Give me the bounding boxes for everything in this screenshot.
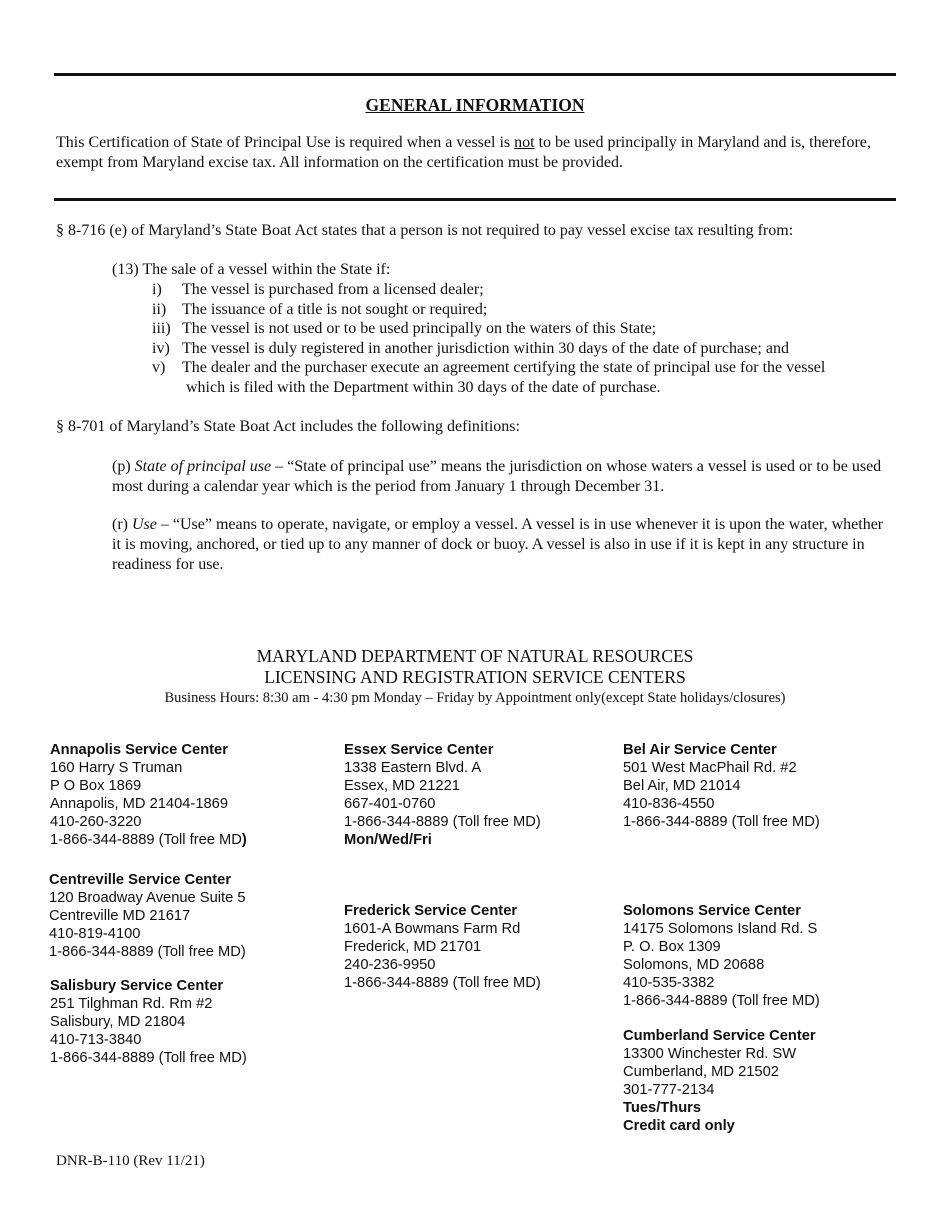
- office-phone: 410-260-3220: [50, 814, 142, 830]
- office-address: 501 West MacPhail Rd. #2: [623, 760, 797, 776]
- office-address: 14175 Solomons Island Rd. S: [623, 921, 818, 937]
- office-phone: 410-713-3840: [50, 1032, 142, 1048]
- office-city: Solomons, MD 20688: [623, 957, 765, 973]
- office-name: Solomons Service Center: [623, 903, 801, 919]
- intro-paragraph: [56, 133, 896, 173]
- office-pobox: P O Box 1869: [50, 778, 142, 794]
- condition-number: i): [152, 281, 162, 298]
- office-payment-note: Credit card only: [623, 1118, 735, 1134]
- section-701: § 8-701 of Maryland’s State Boat Act includes the following definitions:: [56, 418, 520, 435]
- office-name: Centreville Service Center: [49, 872, 232, 888]
- office-name: Bel Air Service Center: [623, 742, 777, 758]
- office-city: Annapolis, MD 21404-1869: [50, 796, 228, 812]
- office-address: 160 Harry S Truman: [50, 760, 183, 776]
- intro-part1: This Certification of State of Principal Use is required when a vessel is: [56, 134, 515, 151]
- condition-text: The vessel is purchased from a licensed dealer;: [182, 281, 484, 298]
- section-716: § 8-716 (e) of Maryland’s State Boat Act states that a person is not required to pay vessel excise tax resulting from:: [56, 222, 794, 239]
- office-address: 13300 Winchester Rd. SW: [623, 1046, 797, 1062]
- department-name: MARYLAND DEPARTMENT OF NATURAL RESOURCES: [256, 646, 694, 666]
- office-phone: 667-401-0760: [344, 796, 436, 812]
- condition-text: The issuance of a title is not sought or required;: [182, 301, 488, 318]
- office-name: Frederick Service Center: [344, 903, 518, 919]
- condition-number: iii): [152, 320, 171, 337]
- definition-text: – “State of principal use” means the jurisdiction on whose waters a vessel is used or to be used most during a calendar year which is the period from January 1 through December 31.: [112, 458, 882, 495]
- office-cumberland: [623, 1027, 816, 1135]
- condition-text: The vessel is duly registered in another jurisdiction within 30 days of the date of purchase; and: [182, 340, 789, 357]
- office-city: Cumberland, MD 21502: [623, 1064, 779, 1080]
- condition-text: The vessel is not used or to be used principally on the waters of this State;: [182, 320, 657, 337]
- condition-text: The dealer and the purchaser execute an agreement certifying the state of principal use for the vessel: [182, 359, 826, 376]
- office-tollfree: 1-866-344-8889 (Toll free MD): [344, 814, 541, 830]
- office-address: 1601-A Bowmans Farm Rd: [344, 921, 521, 937]
- page-title: GENERAL INFORMATION: [365, 95, 585, 115]
- office-pobox: P. O. Box 1309: [623, 939, 721, 955]
- top-rule: [54, 73, 896, 76]
- department-subtitle: LICENSING AND REGISTRATION SERVICE CENTERS: [264, 667, 686, 687]
- office-phone: 240-236-9950: [344, 957, 436, 973]
- intro-part2: to be used principally in Maryland and is, therefore, exempt from Maryland excise tax. All information on the certification must be provided.: [56, 134, 871, 171]
- office-tollfree: 1-866-344-8889 (Toll free MD): [623, 814, 820, 830]
- office-city: Essex, MD 21221: [344, 778, 460, 794]
- office-phone: 301-777-2134: [623, 1082, 715, 1098]
- office-salisbury: [50, 977, 247, 1067]
- clause-13: (13) The sale of a vessel within the State if:: [112, 261, 391, 278]
- office-city: Bel Air, MD 21014: [623, 778, 741, 794]
- definition-p: [112, 457, 892, 497]
- office-tollfree: 1-866-344-8889 (Toll free MD): [344, 975, 541, 991]
- office-phone: 410-819-4100: [49, 926, 141, 942]
- business-hours: Business Hours: 8:30 am - 4:30 pm Monday – Friday by Appointment only(except State holidays/closures): [164, 690, 786, 706]
- office-address: 1338 Eastern Blvd. A: [344, 760, 482, 776]
- office-tollfree-paren: ): [241, 832, 247, 848]
- office-name: Essex Service Center: [344, 742, 494, 758]
- condition-v: [152, 358, 825, 378]
- office-solomons: [623, 902, 820, 1010]
- condition-iii: [152, 319, 656, 339]
- office-name: Salisbury Service Center: [50, 978, 224, 994]
- office-city: Centreville MD 21617: [49, 908, 191, 924]
- form-id: DNR-B-110 (Rev 11/21): [56, 1153, 205, 1169]
- office-belair: [623, 741, 820, 831]
- definition-label: (r): [112, 516, 132, 533]
- office-tollfree: 1-866-344-8889 (Toll free MD): [623, 993, 820, 1009]
- office-city: Salisbury, MD 21804: [50, 1014, 186, 1030]
- office-city: Frederick, MD 21701: [344, 939, 482, 955]
- office-address: 120 Broadway Avenue Suite 5: [49, 890, 246, 906]
- office-phone: 410-535-3382: [623, 975, 715, 991]
- condition-iv: [152, 339, 789, 359]
- office-tollfree: 1-866-344-8889 (Toll free MD): [49, 944, 246, 960]
- condition-number: ii): [152, 301, 167, 318]
- office-days: Mon/Wed/Fri: [344, 832, 432, 848]
- definition-text: – “Use” means to operate, navigate, or employ a vessel. A vessel is in use whenever it is upon the water, whether it is moving, anchored, or tied up to any manner of dock or buoy. A vessel is also in use if it is kept in any structure in readiness for use.: [112, 516, 884, 573]
- definition-term: State of principal use: [134, 458, 272, 475]
- office-days: Tues/Thurs: [623, 1100, 702, 1116]
- office-centreville: [49, 871, 246, 961]
- office-tollfree-text: 1-866-344-8889 (Toll free MD: [50, 832, 242, 848]
- intro-emphasis: not: [514, 134, 535, 151]
- definition-label: (p): [112, 458, 135, 475]
- condition-v-continued: which is filed with the Department within 30 days of the date of purchase.: [186, 379, 661, 396]
- office-tollfree: 1-866-344-8889 (Toll free MD): [50, 1050, 247, 1066]
- definition-r: [112, 515, 894, 575]
- mid-rule: [54, 198, 896, 201]
- office-tollfree: [50, 831, 247, 849]
- definition-term: Use: [131, 516, 157, 533]
- office-address: 251 Tilghman Rd. Rm #2: [50, 996, 213, 1012]
- office-name: Cumberland Service Center: [623, 1028, 816, 1044]
- office-phone: 410-836-4550: [623, 796, 715, 812]
- condition-number: iv): [152, 340, 170, 357]
- office-annapolis: [50, 741, 247, 849]
- office-essex: [344, 741, 541, 849]
- office-frederick: [344, 902, 541, 992]
- condition-number: v): [152, 359, 166, 376]
- office-name: Annapolis Service Center: [50, 742, 228, 758]
- condition-ii: [152, 300, 487, 320]
- condition-i: [152, 280, 484, 300]
